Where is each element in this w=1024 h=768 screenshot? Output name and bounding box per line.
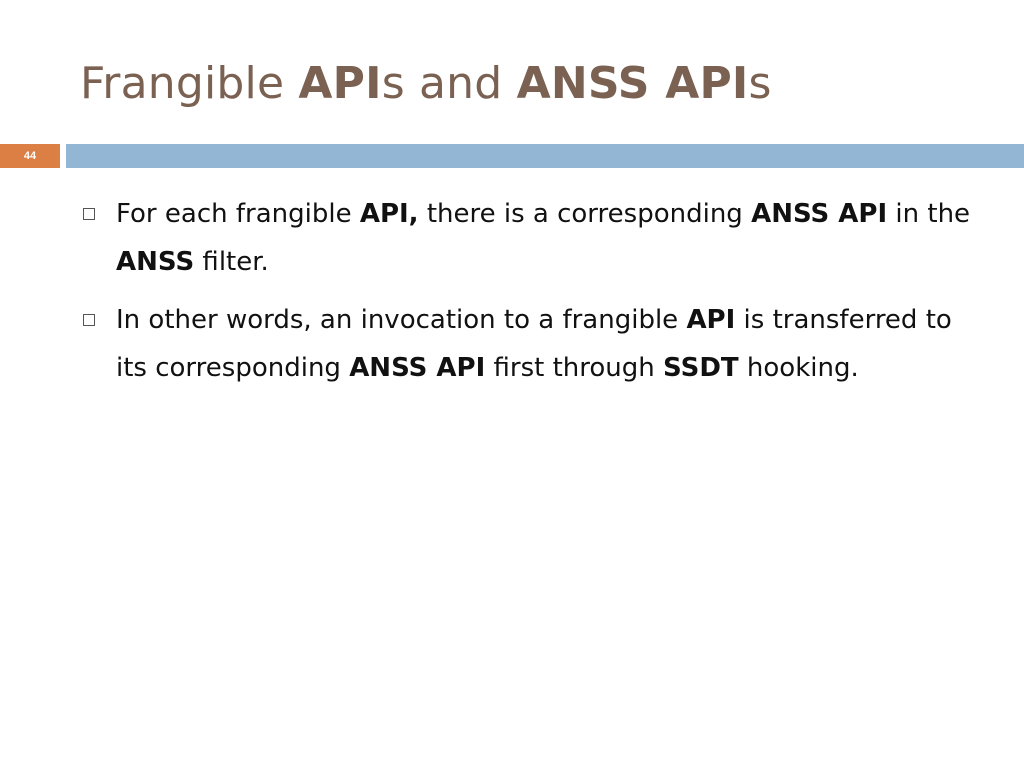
bullet-text-bold: API, <box>359 199 419 229</box>
slide-title <box>80 54 772 114</box>
bullet-text: there is a corresponding <box>418 199 752 229</box>
bullet-text: For each frangible <box>116 199 360 229</box>
bullet-text-bold: ANSS API <box>751 199 888 229</box>
bullet-text: filter. <box>194 247 269 277</box>
bullet-item <box>80 296 980 392</box>
bullet-text: is transferred to its corresponding <box>116 305 952 383</box>
bullet-item <box>80 190 980 286</box>
square-bullet-icon <box>83 208 95 220</box>
title-part: Frangible <box>80 58 299 109</box>
title-part: s <box>748 58 772 109</box>
square-bullet-icon <box>83 314 95 326</box>
header-bar <box>66 144 1024 168</box>
bullet-list <box>80 190 980 402</box>
bullet-text: in the <box>887 199 971 229</box>
bullet-text-bold: API <box>686 305 736 335</box>
title-part: s and <box>381 58 517 109</box>
title-part-bold: API <box>298 58 382 109</box>
bullet-text: hooking. <box>738 353 859 383</box>
bullet-text-bold: SSDT <box>663 353 739 383</box>
bullet-text: first through <box>485 353 664 383</box>
bullet-text: In other words, an invocation to a frangible <box>116 305 687 335</box>
slide-number: 44 <box>0 144 60 168</box>
bullet-text-bold: ANSS API <box>349 353 486 383</box>
title-part-bold: ANSS API <box>516 58 749 109</box>
bullet-text-bold: ANSS <box>116 247 195 277</box>
